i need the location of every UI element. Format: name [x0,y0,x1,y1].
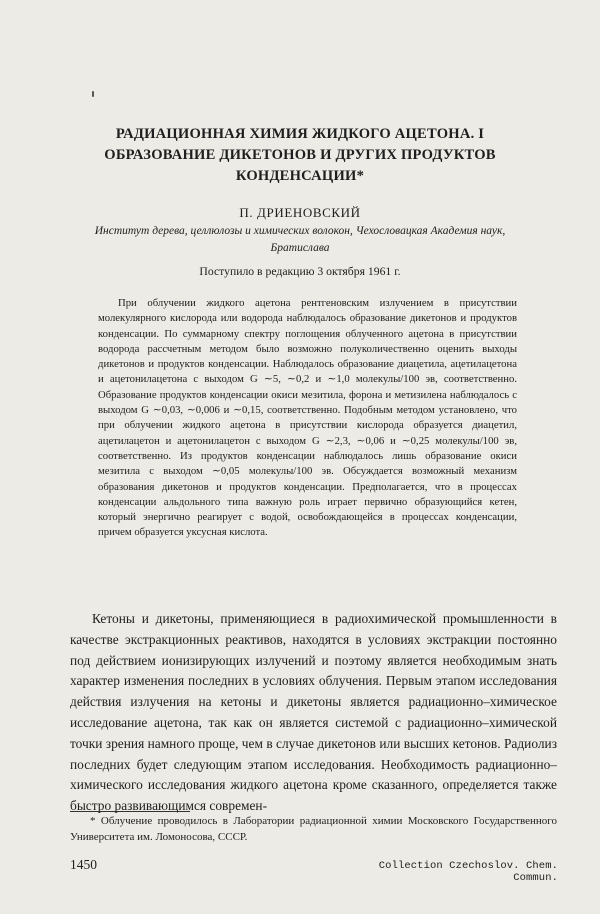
body-paragraph: Кетоны и дикетоны, применяющиеся в радиохимической промышленности в качестве экстракционных реактивов, находятся в условиях экстракции постоянно под действием ионизирующих излучений и поэтому является необходимым знать характер изменения последних в условиях облучения. Первым этапом исследования действия излучения на кетоны и дикетоны является радиационно–химическое исследование ацетона, так как он является системой с радиационно–химической точки зрения намного проще, чем в случае дикетонов или высших кетонов. Радиолиз последних будет следующим этапом исследования. Необходимость радиационно–химического исследования жидкого ацетона кроме сказанного, определяется также быстро развивающимся современ- [70,611,557,814]
abstract: При облучении жидкого ацетона рентгеновским излучением в присутствии молекулярного кислорода или водорода наблюдалось образование дикетонов и продуктов конденсации. По суммарному спектру поглощения облученного ацетона в присутствии водорода рассчетным методом было возможно полуколичественно оценить выходы дикетонов и продуктов конденсации. Наблюдалось образование диацетила, ацетилацетона и ацетонилацетона с выходом G ∼5, ∼0,2 и ∼1,0 молекулы/100 эв, соответственно. Образование продуктов конденсации окиси мезитила, форона и метизилена наблюдалось с выходом G ∼0,03, ∼0,006 и ∼0,15, соответственно. Подобным методом установлено, что при облучении жидкого ацетона в присутствии кислорода образуется диацетил, ацетилацетон и ацетонилацетон с выходом G ∼2,3, ∼0,06 и ∼0,25 молекулы/100 эв, соответственно. Из продуктов конденсации наблюдалось лишь образование окиси мезитила с выходом ∼0,05 молекулы/100 эв. Обсуждается возможный механизм образования дикетонов и продуктов конденсации. Предполагается, что в процессах конденсации альдольного типа важную роль играет первично образующийся кетен, который энергично реагирует с водой, освобождающейся в процессах конденсации, причем образуется уксусная кислота. [98,297,517,539]
scan-speck [92,91,94,97]
title-line-1: РАДИАЦИОННАЯ ХИМИЯ ЖИДКОГО АЦЕТОНА. I [115,126,485,142]
title-line-2: ОБРАЗОВАНИЕ ДИКЕТОНОВ И ДРУГИХ ПРОДУКТОВ [104,147,496,163]
author-name: П. ДРИЕНОВСКИЙ [239,205,361,220]
footnote: * Облучение проводилось в Лаборатории радиационной химии Московского Государственного Университета им. Ломоносова, СССР. [70,815,557,843]
received-date: Поступило в редакцию 3 октября 1961 г. [199,265,401,278]
page-number: 1450 [70,857,97,872]
journal-name: Collection Czechoslov. Chem. Commun. [378,860,558,884]
title-line-3: КОНДЕНСАЦИИ* [235,168,365,184]
footnote-rule [70,811,190,812]
article-title [70,124,530,187]
author-affiliation: Институт дерева, целлюлозы и химических волокон, Чехословацкая Академия наук, Братислава [94,225,506,254]
